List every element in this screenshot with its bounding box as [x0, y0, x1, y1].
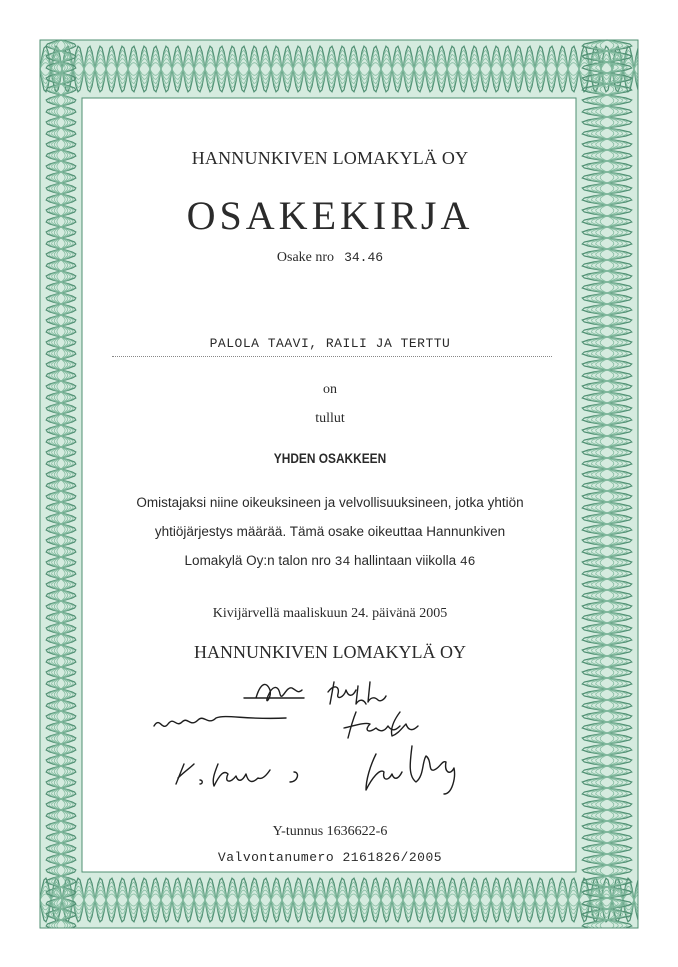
- signatures: [144, 668, 516, 818]
- body-line-3b: hallintaan viikolla: [354, 553, 457, 568]
- certificate-content: [84, 100, 576, 868]
- signing-company: HANNUNKIVEN LOMAKYLÄ OY: [194, 642, 466, 662]
- house-number: 34: [334, 554, 351, 569]
- body-line-2: yhtiöjärjestys määrää. Tämä osake oikeuttaa Hannunkiven: [154, 524, 506, 539]
- body-line-3a: Lomakylä Oy:n talon nro: [184, 553, 331, 568]
- text-on: on: [323, 382, 337, 397]
- certificate-title: OSAKEKIRJA: [186, 193, 474, 238]
- week-number: 46: [459, 554, 476, 569]
- body-line-3: [134, 546, 526, 576]
- signature-6: [366, 746, 455, 794]
- control-number: Valvontanumero 2161826/2005: [217, 850, 443, 865]
- share-number: 34.46: [344, 250, 384, 265]
- share-count: YHDEN OSAKKEEN: [273, 450, 387, 466]
- share-number-line: [84, 250, 576, 266]
- signature-4: [344, 712, 418, 738]
- signature-2: [328, 682, 386, 704]
- signature-3: [154, 717, 286, 727]
- certificate-body: [134, 488, 526, 576]
- owner-dotted-line: [112, 356, 552, 357]
- body-line-1: Omistajaksi niine oikeuksineen ja velvollisuuksineen, jotka yhtiön: [136, 495, 524, 510]
- signature-5: [176, 764, 297, 786]
- place-and-date: Kivijärvellä maaliskuun 24. päivänä 2005: [212, 606, 448, 621]
- text-tullut: tullut: [315, 411, 345, 426]
- business-id: Y-tunnus 1636622-6: [272, 824, 388, 839]
- signature-1: [244, 684, 304, 700]
- company-name-header: HANNUNKIVEN LOMAKYLÄ OY: [191, 148, 469, 168]
- share-label: Osake nro: [276, 250, 335, 265]
- owner-names: PALOLA TAAVI, RAILI JA TERTTU: [209, 336, 451, 351]
